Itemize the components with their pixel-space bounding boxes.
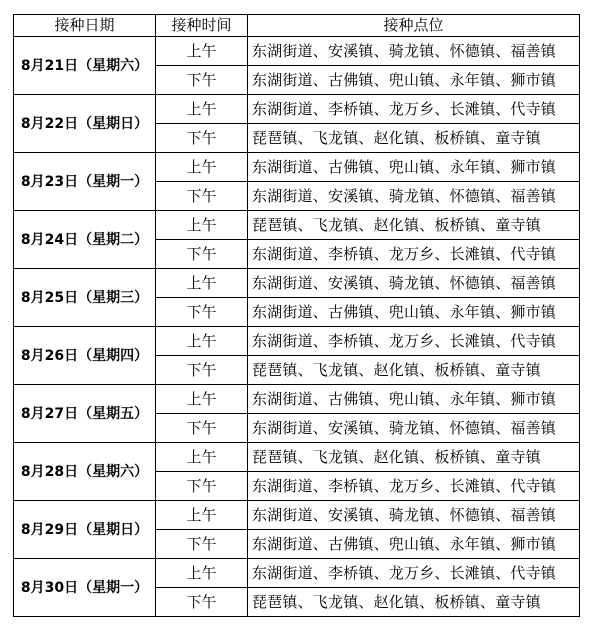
location-cell-am: 琵琶镇、飞龙镇、赵化镇、板桥镇、童寺镇 [248, 443, 580, 472]
date-cell: 8月24日（星期二） [14, 211, 156, 269]
location-cell-am: 东湖街道、安溪镇、骑龙镇、怀德镇、福善镇 [248, 501, 580, 530]
table-row [14, 501, 580, 530]
header-location: 接种点位 [248, 15, 580, 37]
location-cell-pm: 琵琶镇、飞龙镇、赵化镇、板桥镇、童寺镇 [248, 356, 580, 385]
time-cell-pm: 下午 [156, 182, 248, 211]
time-cell-am: 上午 [156, 95, 248, 124]
location-cell-am: 东湖街道、李桥镇、龙万乡、长滩镇、代寺镇 [248, 327, 580, 356]
time-cell-am: 上午 [156, 501, 248, 530]
location-cell-am: 东湖街道、古佛镇、兜山镇、永年镇、狮市镇 [248, 385, 580, 414]
date-cell: 8月23日（星期一） [14, 153, 156, 211]
table-row [14, 327, 580, 356]
date-cell: 8月28日（星期六） [14, 443, 156, 501]
location-cell-pm: 东湖街道、安溪镇、骑龙镇、怀德镇、福善镇 [248, 414, 580, 443]
table-row [14, 443, 580, 472]
time-cell-pm: 下午 [156, 530, 248, 559]
location-cell-pm: 琵琶镇、飞龙镇、赵化镇、板桥镇、童寺镇 [248, 588, 580, 617]
location-cell-pm: 东湖街道、李桥镇、龙万乡、长滩镇、代寺镇 [248, 472, 580, 501]
location-cell-am: 东湖街道、李桥镇、龙万乡、长滩镇、代寺镇 [248, 95, 580, 124]
date-cell: 8月21日（星期六） [14, 37, 156, 95]
date-cell: 8月29日（星期日） [14, 501, 156, 559]
time-cell-am: 上午 [156, 385, 248, 414]
location-cell-am: 琵琶镇、飞龙镇、赵化镇、板桥镇、童寺镇 [248, 211, 580, 240]
location-cell-pm: 东湖街道、李桥镇、龙万乡、长滩镇、代寺镇 [248, 240, 580, 269]
location-cell-am: 东湖街道、安溪镇、骑龙镇、怀德镇、福善镇 [248, 37, 580, 66]
table-row [14, 385, 580, 414]
time-cell-pm: 下午 [156, 124, 248, 153]
table-row [14, 559, 580, 588]
schedule-container [13, 14, 580, 617]
time-cell-am: 上午 [156, 443, 248, 472]
location-cell-am: 东湖街道、古佛镇、兜山镇、永年镇、狮市镇 [248, 153, 580, 182]
header-time: 接种时间 [156, 15, 248, 37]
table-row [14, 269, 580, 298]
time-cell-am: 上午 [156, 559, 248, 588]
location-cell-am: 东湖街道、李桥镇、龙万乡、长滩镇、代寺镇 [248, 559, 580, 588]
date-cell: 8月25日（星期三） [14, 269, 156, 327]
location-cell-am: 东湖街道、安溪镇、骑龙镇、怀德镇、福善镇 [248, 269, 580, 298]
time-cell-pm: 下午 [156, 414, 248, 443]
time-cell-am: 上午 [156, 327, 248, 356]
table-row [14, 211, 580, 240]
date-cell: 8月22日（星期日） [14, 95, 156, 153]
time-cell-pm: 下午 [156, 240, 248, 269]
time-cell-pm: 下午 [156, 356, 248, 385]
table-row [14, 37, 580, 66]
time-cell-am: 上午 [156, 211, 248, 240]
header-date: 接种日期 [14, 15, 156, 37]
location-cell-pm: 东湖街道、古佛镇、兜山镇、永年镇、狮市镇 [248, 298, 580, 327]
time-cell-pm: 下午 [156, 298, 248, 327]
date-cell: 8月30日（星期一） [14, 559, 156, 617]
location-cell-pm: 东湖街道、安溪镇、骑龙镇、怀德镇、福善镇 [248, 182, 580, 211]
table-row [14, 153, 580, 182]
date-cell: 8月27日（星期五） [14, 385, 156, 443]
table-row [14, 95, 580, 124]
vaccination-schedule-table [13, 14, 580, 617]
location-cell-pm: 琵琶镇、飞龙镇、赵化镇、板桥镇、童寺镇 [248, 124, 580, 153]
table-header-row [14, 15, 580, 37]
time-cell-am: 上午 [156, 37, 248, 66]
table-body [14, 37, 580, 617]
time-cell-am: 上午 [156, 153, 248, 182]
location-cell-pm: 东湖街道、古佛镇、兜山镇、永年镇、狮市镇 [248, 530, 580, 559]
time-cell-pm: 下午 [156, 472, 248, 501]
time-cell-am: 上午 [156, 269, 248, 298]
date-cell: 8月26日（星期四） [14, 327, 156, 385]
time-cell-pm: 下午 [156, 588, 248, 617]
location-cell-pm: 东湖街道、古佛镇、兜山镇、永年镇、狮市镇 [248, 66, 580, 95]
time-cell-pm: 下午 [156, 66, 248, 95]
